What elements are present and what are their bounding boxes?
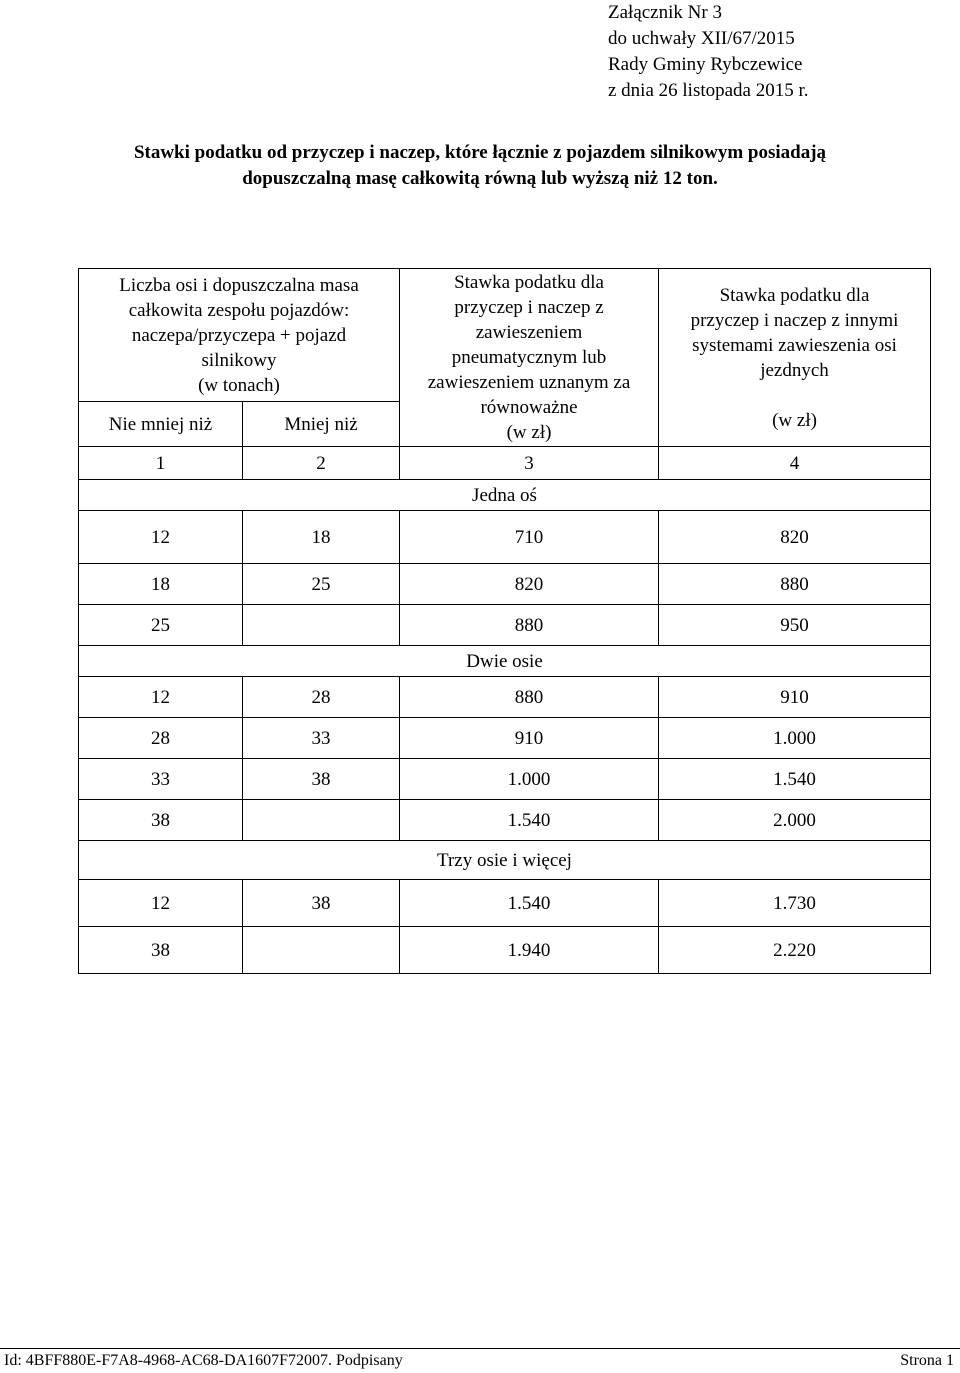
table-cell: 18: [243, 511, 400, 564]
header-pneumatic-rate: [400, 269, 659, 447]
table-cell: 1.000: [659, 718, 931, 759]
header-other-line: Stawka podatku dla: [719, 284, 870, 306]
column-number: 3: [400, 447, 659, 480]
header-other-line: systemami zawieszenia osi: [692, 334, 897, 356]
table-cell: 12: [79, 511, 243, 564]
header-axles-line: Liczba osi i dopuszczalna masa: [119, 274, 359, 296]
header-other-line: przyczep i naczep z innymi: [690, 309, 899, 331]
table-cell: 18: [79, 564, 243, 605]
attachment-line-4: z dnia 26 listopada 2015 r.: [608, 80, 809, 101]
header-axles-mass: [79, 269, 400, 402]
table-cell: [243, 800, 400, 841]
document-id: Id: 4BFF880E-F7A8-4968-AC68-DA1607F72007. Podpisany: [4, 1352, 403, 1369]
group-label: Dwie osie: [79, 646, 931, 677]
table-cell: 910: [400, 718, 659, 759]
group-label: Trzy osie i więcej: [79, 841, 931, 880]
table-cell: 1.540: [400, 880, 659, 927]
table-cell: 38: [79, 800, 243, 841]
table-cell: [243, 605, 400, 646]
table-cell: 38: [243, 759, 400, 800]
table-cell: 33: [243, 718, 400, 759]
header-min: Nie mniej niż: [79, 402, 243, 447]
table-cell: 12: [79, 677, 243, 718]
header-other-rate: [659, 269, 931, 447]
header-pneumatic-line: zawieszeniem: [475, 322, 583, 343]
page-footer: [0, 1348, 960, 1372]
document-title: [60, 140, 900, 192]
table-cell: 1.540: [659, 759, 931, 800]
table-cell: 880: [400, 677, 659, 718]
table-cell: 820: [659, 511, 931, 564]
header-other-line: jezdnych: [760, 359, 829, 381]
table-cell: 12: [79, 880, 243, 927]
table-cell: 2.000: [659, 800, 931, 841]
header-axles-line: całkowita zespołu pojazdów:: [128, 299, 350, 321]
attachment-line-1: Załącznik Nr 3: [608, 2, 722, 23]
attachment-line-3: Rady Gminy Rybczewice: [608, 54, 803, 75]
table-cell: 38: [79, 927, 243, 974]
header-pneumatic-line: Stawka podatku dla: [454, 272, 604, 293]
table-cell: 2.220: [659, 927, 931, 974]
header-axles-line: (w tonach): [198, 374, 280, 396]
title-line-1: Stawki podatku od przyczep i naczep, które łącznie z pojazdem silnikowym posiadają: [133, 142, 827, 163]
header-pneumatic-line: (w zł): [506, 422, 552, 443]
attachment-line-2: do uchwały XII/67/2015: [608, 28, 795, 49]
title-line-2: dopuszczalną masę całkowitą równą lub wyższą niż 12 ton.: [242, 168, 718, 189]
table-cell: 820: [400, 564, 659, 605]
table-cell: 1.540: [400, 800, 659, 841]
header-pneumatic-line: pneumatycznym lub: [451, 347, 607, 368]
table-cell: 25: [79, 605, 243, 646]
table-cell: 38: [243, 880, 400, 927]
table-cell: 880: [659, 564, 931, 605]
table-cell: 33: [79, 759, 243, 800]
table-cell: 1.000: [400, 759, 659, 800]
column-number: 2: [243, 447, 400, 480]
table-cell: 1.940: [400, 927, 659, 974]
header-axles-line: silnikowy: [201, 349, 277, 371]
header-axles-line: naczepa/przyczepa + pojazd: [131, 324, 347, 346]
header-pneumatic-line: równoważne: [480, 397, 578, 418]
header-max: Mniej niż: [243, 402, 400, 447]
header-pneumatic-line: zawieszeniem uznanym za: [427, 372, 631, 393]
table-cell: 910: [659, 677, 931, 718]
table-cell: [243, 927, 400, 974]
table-cell: 28: [79, 718, 243, 759]
column-number: 1: [79, 447, 243, 480]
group-label: Jedna oś: [79, 480, 931, 511]
table-cell: 1.730: [659, 880, 931, 927]
table-cell: 950: [659, 605, 931, 646]
table-cell: 28: [243, 677, 400, 718]
header-pneumatic-line: przyczep i naczep z: [454, 297, 604, 318]
tax-rates-table: [78, 268, 931, 974]
page-number: Strona 1: [900, 1352, 954, 1369]
table-cell: 880: [400, 605, 659, 646]
table-cell: 710: [400, 511, 659, 564]
header-other-unit: (w zł): [772, 409, 817, 431]
attachment-note: [608, 0, 809, 104]
column-number: 4: [659, 447, 931, 480]
table-cell: 25: [243, 564, 400, 605]
